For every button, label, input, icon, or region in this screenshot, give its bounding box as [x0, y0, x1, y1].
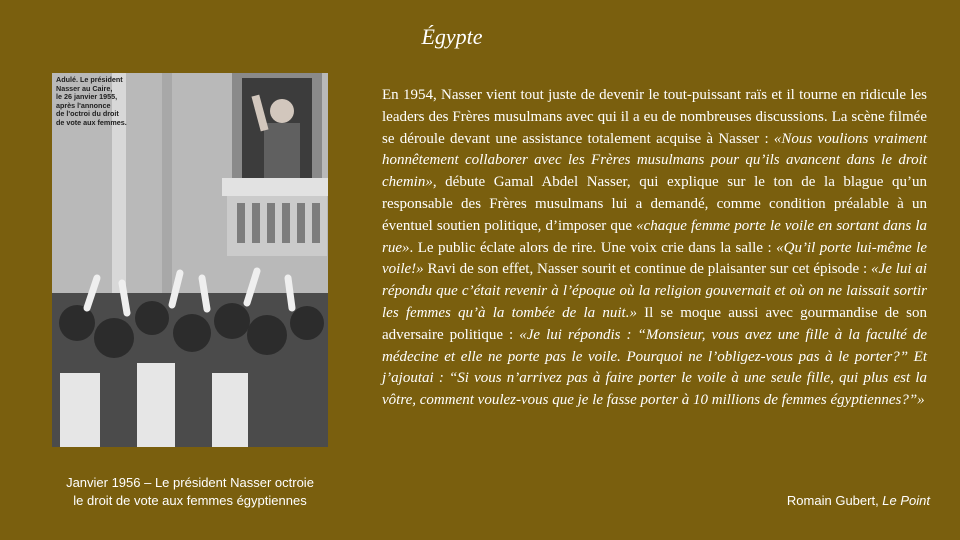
- quote-segment: «Je lui ai répondu que c’était revenir à l’époque où la religion gouvernait et où on ne laissait sortir les femmes qu’à la tombée de la nuit.»: [382, 261, 927, 321]
- slide-title: Égypte: [421, 24, 483, 49]
- quote-segment: «chaque femme porte le voile en sortant dans la rue»: [382, 217, 927, 256]
- photo-caption: [44, 474, 336, 510]
- inset-line: de vote aux femmes.: [56, 117, 127, 127]
- caption-line-1: Janvier 1956 – Le président Nasser octroie: [66, 475, 314, 490]
- photo-illustration: [52, 73, 328, 447]
- inset-line: Nasser au Caire,: [56, 83, 113, 93]
- inset-line: le 26 janvier 1955,: [56, 92, 118, 102]
- body-text-segment: Ravi de son effet, Nasser sourit et continue de plaisanter sur cet épisode :: [423, 261, 872, 278]
- inset-line: Adulé. Le président: [56, 75, 123, 84]
- body-text-segment: En 1954, Nasser vient tout juste de devenir le tout-puissant raïs et il tourne en ridicule les leaders des Frères musulmans avec qui il a eu de nombreuses discussions. La scène filmée se déroule devant une assistance totalement acquise à Nasser :: [382, 87, 927, 147]
- author-name: Romain Gubert,: [786, 493, 883, 508]
- inset-line: de l'octroi du droit: [56, 109, 119, 119]
- source-attribution: [787, 493, 930, 508]
- body-paragraph: [382, 85, 927, 412]
- quote-segment: «Qu’il porte lui-même le voile!»: [382, 239, 927, 278]
- caption-line-2: le droit de vote aux femmes égyptiennes: [73, 493, 307, 508]
- photo-inset-caption: [56, 76, 128, 128]
- body-text-segment: , débute Gamal Abdel Nasser, qui explique sur le ton de la blague qu’un responsable des Frères musulmans lui a demandé, comme condition préalable à un éventuel soutien politique, d’imposer que: [382, 174, 927, 234]
- publication-name: Le Point: [882, 493, 930, 508]
- quote-segment: «Nous voulions vraiment honnêtement collaborer avec les Frères musulmans pour qu’ils avancent dans le droit chemin»: [382, 130, 927, 191]
- quote-segment: «Je lui répondis : “Monsieur, vous avez une fille à la faculté de médecine et elle ne porte pas le voile. Pourquoi ne l’obligez-vous pas à le porter?” Et j’ajoutai : “Si vous n’arrivez pas à faire porter le voile à une seule fille, qui plus est la vôtre, comment voulez-vous que je le fasse porter à 10 millions de femmes égyptiennes?”»: [382, 326, 927, 409]
- inset-line: après l'annonce: [56, 100, 111, 110]
- body-text-segment: Il se moque aussi avec gourmandise de son adversaire politique :: [382, 304, 927, 343]
- body-text-segment: . Le public éclate alors de rire. Une voix crie dans la salle :: [409, 239, 777, 256]
- historical-photo: [52, 73, 328, 447]
